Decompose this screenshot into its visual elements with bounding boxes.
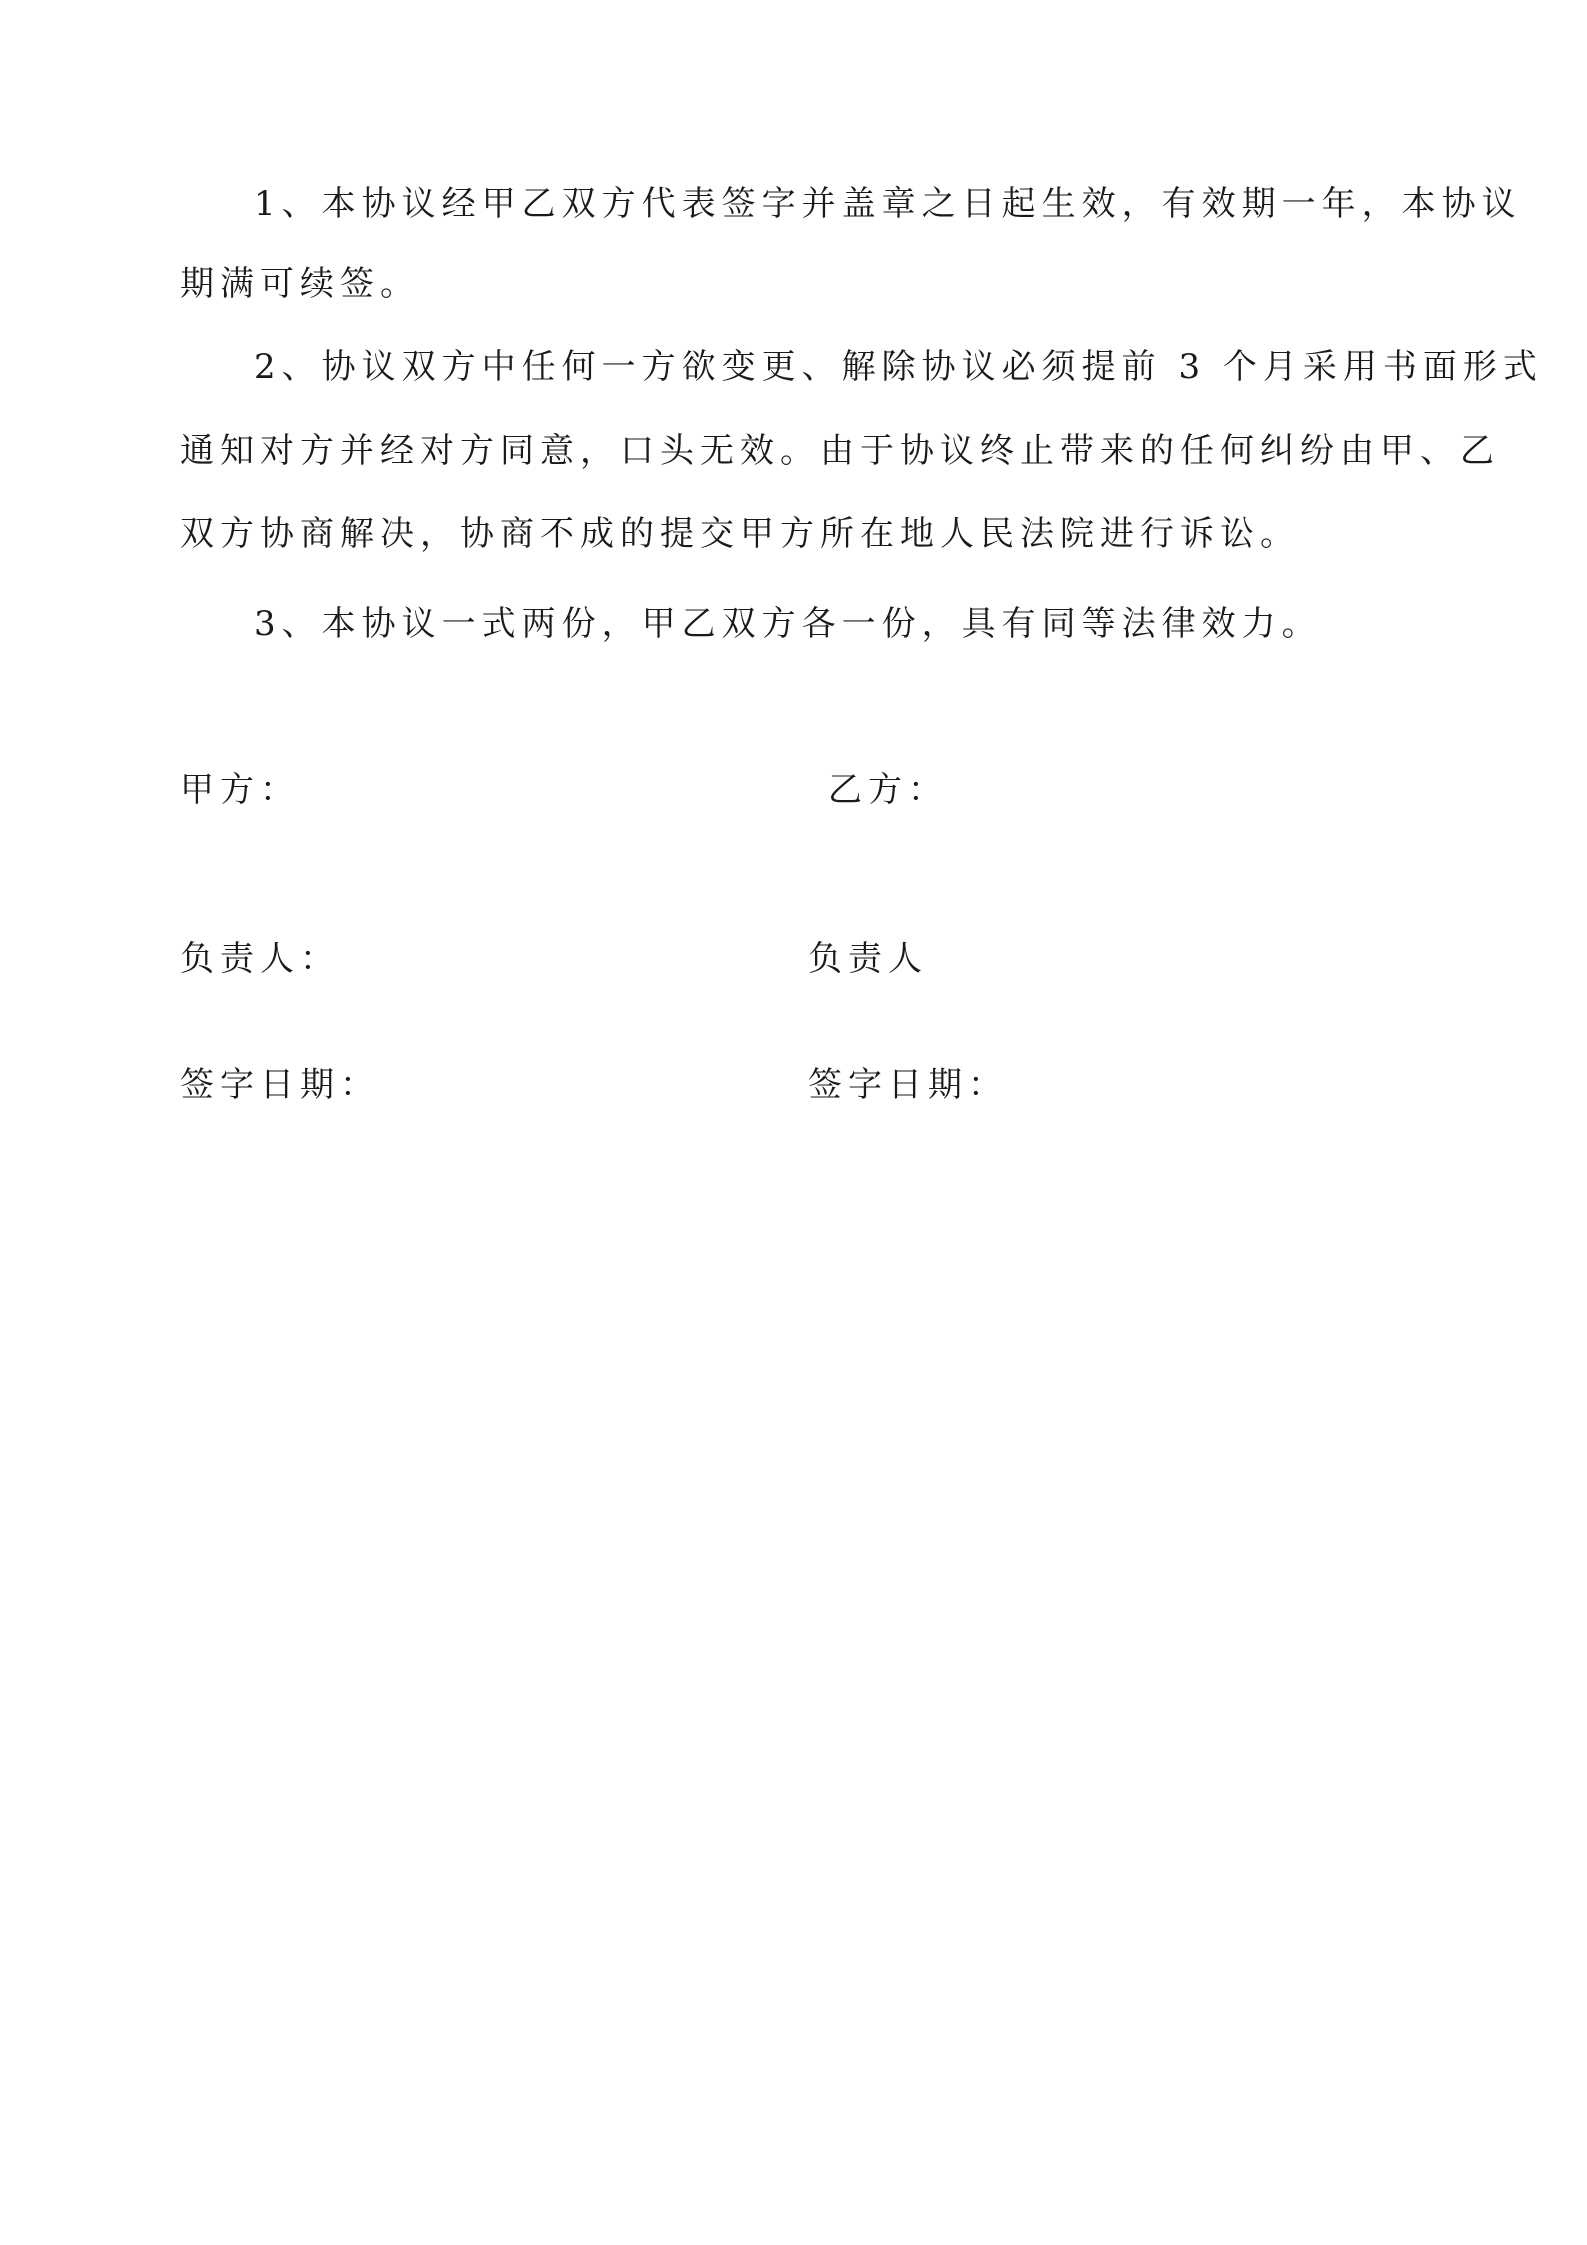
party-b-responsible-label: 负责人 (808, 939, 928, 979)
clause-2-line-2: 通知对方并经对方同意，口头无效。由于协议终止带来的任何纠纷由甲、乙 (180, 431, 1500, 471)
clause-1-line-2: 期满可续签。 (180, 264, 420, 304)
party-a-sign-date-label: 签字日期： (180, 1065, 380, 1105)
clause-2-line-1: 2、协议双方中任何一方欲变更、解除协议必须提前 3 个月采用书面形式 (254, 347, 1543, 387)
party-a-responsible-label: 负责人： (180, 939, 340, 979)
party-a-label: 甲方： (180, 770, 300, 810)
party-b-sign-date-label: 签字日期： (808, 1065, 1008, 1105)
party-b-label: 乙方： (828, 770, 948, 810)
clause-1-line-1: 1、本协议经甲乙双方代表签字并盖章之日起生效，有效期一年，本协议 (254, 184, 1522, 224)
clause-2-line-3: 双方协商解决，协商不成的提交甲方所在地人民法院进行诉讼。 (180, 514, 1300, 554)
clause-3-line-1: 3、本协议一式两份，甲乙双方各一份，具有同等法律效力。 (254, 604, 1322, 644)
